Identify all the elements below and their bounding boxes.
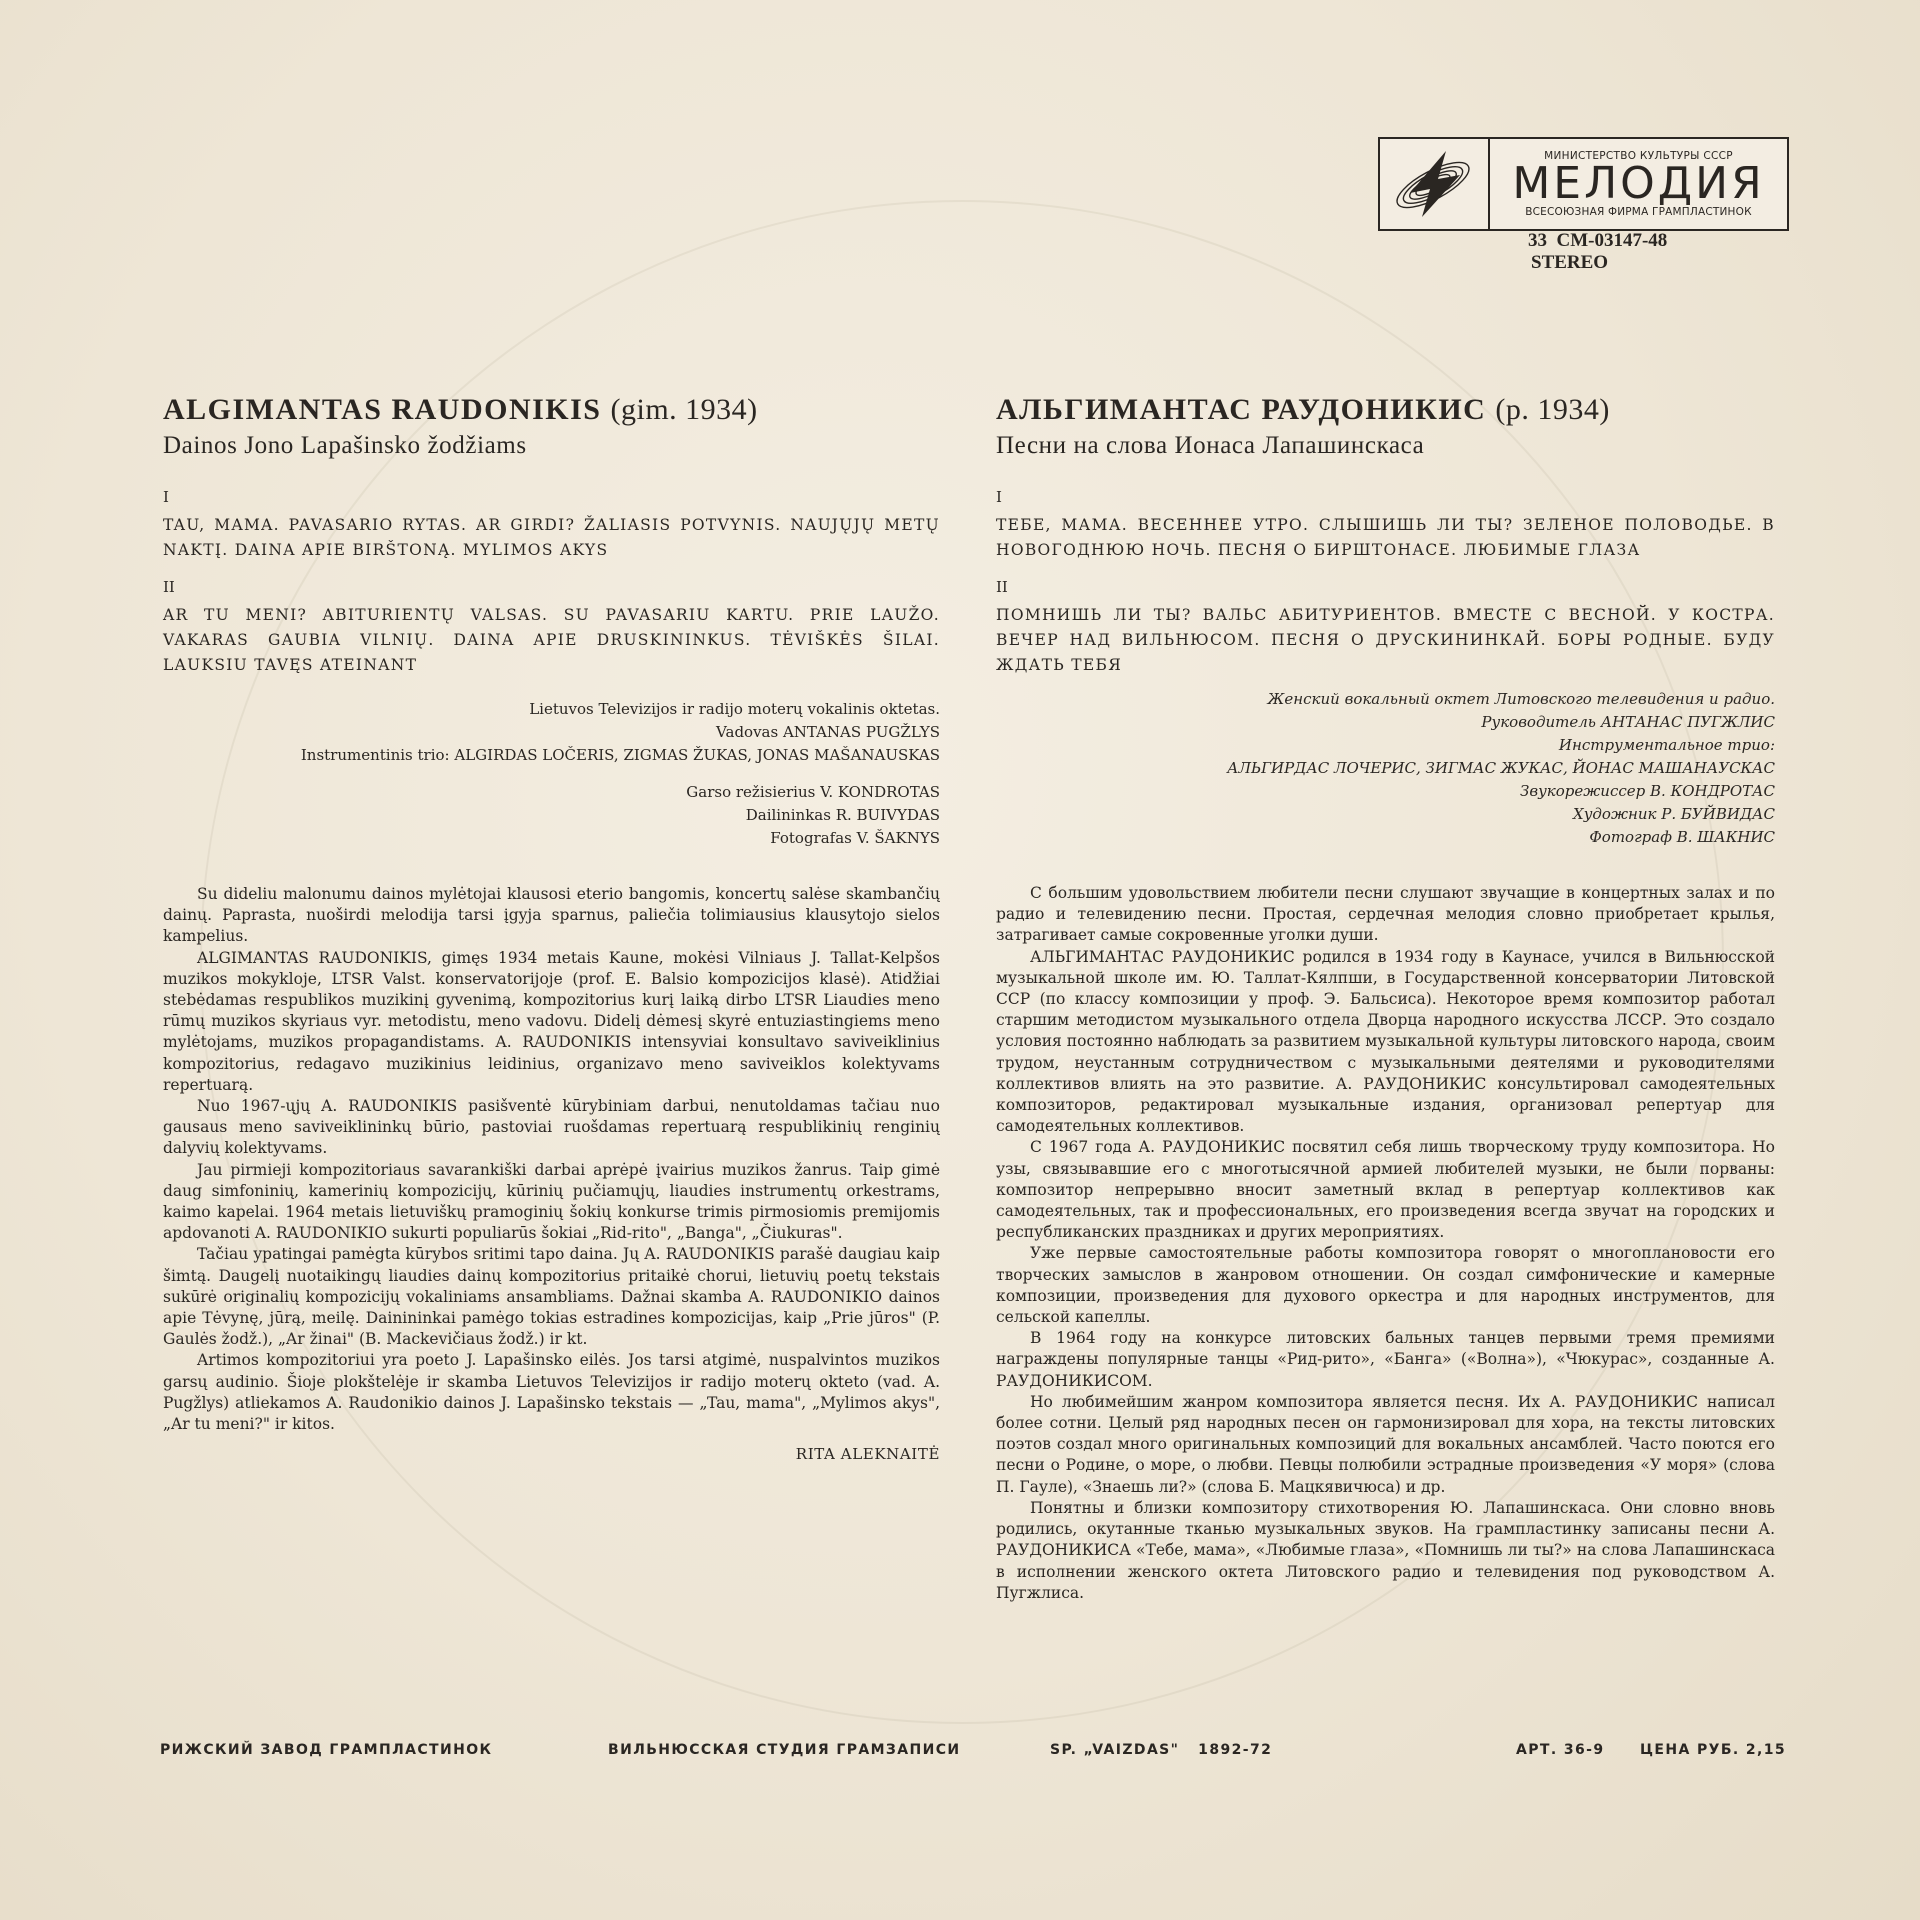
paragraph: Но любимейшим жанром композитора является песня. Их А. РАУДОНИКИС написал более сотни. Целый ряд народных песен он гармонизировал для хора, на тексты литовских поэтов создал много оригинальных композиций для вокальных ансамблей. Часто поются его песни о Родине, о море, о любви. Певцы полюбили эстрадные произведения «У моря» (слова П. Гауле), «Знаешь ли?» (слова Б. Мацкявичюса) и др. <box>996 1392 1775 1496</box>
paragraph: Уже первые самостоятельные работы композитора говорят о многоплановости его творческих замыслов в жанровом отношении. Он создал симфонические и камерные композиции, произведения для духового оркестра и для народных инструментов, для сельской капеллы. <box>996 1244 1775 1327</box>
credits-ru <box>996 688 1775 849</box>
catalog-info <box>1528 230 1688 274</box>
side2-label-ru: II <box>996 578 1008 596</box>
footer-plant: РИЖСКИЙ ЗАВОД ГРАМПЛАСТИНОК <box>160 1742 493 1758</box>
catalog-number: 33 СМ-03147-48 <box>1528 230 1668 251</box>
footer-imprint <box>160 1742 1787 1766</box>
logo-firm-text: ВСЕСОЮЗНАЯ ФИРМА ГРАМПЛАСТИНОК <box>1525 206 1752 218</box>
credit-line: Lietuvos Televizijos ir radijo moterų vokalinis oktetas. <box>529 700 940 718</box>
album-subtitle-ru: Песни на слова Ионаса Лапашинскаса <box>996 432 1425 459</box>
lithuanian-column <box>163 393 940 1463</box>
side1-tracks-ru: ТЕБЕ, МАМА. ВЕСЕННЕЕ УТРО. СЛЫШИШЬ ЛИ ТЫ? ЗЕЛЕНОЕ ПОЛОВОДЬЕ. В НОВОГОДНЮЮ НОЧЬ. ПЕСНЯ О БИРШТОНАСЕ. ЛЮБИМЫЕ ГЛАЗА <box>996 516 1775 559</box>
composer-years-lt: (gim. 1934) <box>610 393 758 426</box>
author-signature: RITA ALEKNAITĖ <box>795 1445 940 1464</box>
paragraph: Tačiau ypatingai pamėgta kūrybos sritimi tapo daina. Jų A. RAUDONIKIS parašė daugiau kaip šimtą. Daugelį nuotaikingų liaudies dainų kompozitorius pritaikė chorui, lietuvių poetų tekstais sukūrė originalių kompozicijų vokaliniams ansambliams. Dažnai skamba A. RAUDONIKIO dainos apie Tėvynę, jūrą, meilę. Dainininkai pamėgo tokias estradines kompozicijas, kaip „Prie jūros" (P. Gaulės žodž.), „Ar žinai" (B. Mackevičiaus žodž.) ir kt. <box>163 1245 940 1349</box>
side2-tracks-lt: AR TU MENI? ABITURIENTŲ VALSAS. SU PAVASARIU KARTU. PRIE LAUŽO. VAKARAS GAUBIA VILNIŲ. DAINA APIE DRUSKININKUS. TĖVIŠKĖS ŠILAI. LAUKSIU TAVĘS ATEINANT <box>163 606 940 674</box>
paragraph: С 1967 года А. РАУДОНИКИС посвятил себя лишь творческому труду композитора. Но узы, связывавшие его с многотысячной армией любителей музыки, не были порваны: композитор непрерывно вносит заметный вклад в репертуар коллективов как самодеятельных, так и профессиональных, его произведения всегда звучат на городских и республиканских праздниках и других мероприятиях. <box>996 1138 1775 1242</box>
credit-line: Garso režisierius V. KONDROTAS <box>686 783 940 801</box>
composer-heading-ru <box>996 393 1775 427</box>
side1-tracks-lt: TAU, MAMA. PAVASARIO RYTAS. AR GIRDI? ŽALIASIS POTVYNIS. NAUJŲJŲ METŲ NAKTĮ. DAINA APIE BIRŠTONĄ. MYLIMOS AKYS <box>163 516 940 559</box>
credit-line: Фотограф В. ШАКНИС <box>1589 828 1775 846</box>
credit-line: Instrumentinis trio: ALGIRDAS LOČERIS, ZIGMAS ŽUKAS, JONAS MAŠANAUSKAS <box>300 746 940 764</box>
paragraph: Nuo 1967-ųjų A. RAUDONIKIS pasišventė kūrybiniam darbui, nenutoldamas tačiau nuo gausaus meno saviveiklininkų būrio, pastoviai ruošdamas repertuarą respublikinių renginių dalyvių kolektyvams. <box>163 1097 940 1158</box>
footer-studio: ВИЛЬНЮССКАЯ СТУДИЯ ГРАМЗАПИСИ <box>608 1742 961 1758</box>
paragraph: Artimos kompozitoriui yra poeto J. Lapašinsko eilės. Jos tarsi atgimė, nuspalvintos muzikos garsų audinio. Šioje plokštelėje ir skamba Lietuvos Televizijos ir radijo moterų okteto (vad. A. Pugžlys) atliekamos A. Raudonikio dainos J. Lapašinsko tekstais — „Tau, mama", „Mylimos akys", „Ar tu meni?" ir kitos. <box>163 1351 940 1434</box>
credits-lt <box>163 698 940 850</box>
footer-art: АРТ. 36-9 <box>1516 1742 1605 1758</box>
composer-name-lt: ALGIMANTAS RAUDONIKIS <box>163 393 602 426</box>
credit-line: Vadovas ANTANAS PUGŽLYS <box>716 723 940 741</box>
composer-name-ru: АЛЬГИМАНТАС РАУДОНИКИС <box>996 393 1487 426</box>
paragraph: Su dideliu malonumu dainos mylėtojai klausosi eterio bangomis, koncertų salėse skambančių dainų. Paprasta, nuoširdi melodija tarsi įgyja sparnus, paliečia tolimiausius klausytojo sielos kampelius. <box>163 885 940 946</box>
credit-line: Dailininkas R. BUIVYDAS <box>745 806 940 824</box>
melodiya-logo <box>1378 137 1789 231</box>
credit-line: АЛЬГИРДАС ЛОЧЕРИС, ЗИГМАС ЖУКАС, ЙОНАС МАШАНАУСКАС <box>1227 759 1775 777</box>
paragraph: ALGIMANTAS RAUDONIKIS, gimęs 1934 metais Kaune, mokėsi Vilniaus J. Tallat-Kelpšos muzikos mokykloje, LTSR Valst. konservatorijoje (prof. E. Balsio kompozicijos klasė). Atidžiai stebėdamas respublikos muzikinį gyvenimą, kompozitorius kurį laiką dirbo LTSR Liaudies meno rūmų muzikos skyriaus vyr. metodistu, meno vadovu. Didelį dėmesį skyrė entuziastingiems meno mylėtojams, muzikos propagandistams. A. RAUDONIKIS intensyviai konsultavo saviveiklinius kompozitorius, redagavo muzikinius leidinius, organizavo meno saviveiklos kolektyvams repertuarą. <box>163 948 940 1094</box>
album-subtitle-lt: Dainos Jono Lapašinsko žodžiams <box>163 432 527 459</box>
paragraph: Jau pirmieji kompozitoriaus savarankiški darbai aprėpė įvairius muzikos žanrus. Taip gimė daug simfoninių, kamerinių kompozicijų, kūrinių pučiamųjų, liaudies instrumentų orkestrams, kaimo kapelai. 1964 metais lietuviškų pramoginių šokių konkurse trimis pirmosiomis premijomis apdovanoti A. RAUDONIKIO sukurti populiarūs šokiai „Rid-rito", „Banga", „Čiukuras". <box>163 1160 940 1243</box>
paragraph: С большим удовольствием любители песни слушают звучащие в концертных залах и по радио и телевидению песни. Простая, сердечная мелодия словно приобретает крылья, затрагивает самые сокровенные уголки души. <box>996 884 1775 945</box>
credit-line: Женский вокальный октет Литовского телевидения и радио. <box>1267 690 1775 708</box>
side1-label-lt: I <box>163 488 169 506</box>
side2-tracks-ru: ПОМНИШЬ ЛИ ТЫ? ВАЛЬС АБИТУРИЕНТОВ. ВМЕСТЕ С ВЕСНОЙ. У КОСТРА. ВЕЧЕР НАД ВИЛЬНЮСОМ. ПЕСНЯ О ДРУСКИНИНКАЙ. БОРЫ РОДНЫЕ. БУДУ ЖДАТЬ ТЕБЯ <box>996 606 1775 674</box>
composer-heading-lt <box>163 393 940 427</box>
footer-price: ЦЕНА РУБ. 2,15 <box>1640 1742 1787 1758</box>
logo-brand-text: МЕЛОДИЯ <box>1512 158 1765 209</box>
russian-column <box>996 393 1775 1604</box>
credit-line: Инструментальное трио: <box>1558 736 1775 754</box>
credit-line: Руководитель АНТАНАС ПУГЖЛИС <box>1481 713 1775 731</box>
credit-line: Художник Р. БУЙВИДАС <box>1573 805 1775 823</box>
paragraph: АЛЬГИМАНТАС РАУДОНИКИС родился в 1934 году в Каунасе, учился в Вильнюсской музыкальной школе им. Ю. Таллат-Кялпши, в Государственной консерватории Литовской ССР (по классу композиции у проф. Э. Бальсиса). Некоторое время композитор работал старшим методистом музыкального отдела Дворца народного искусства ЛССР. Это создало условия постоянно наблюдать за развитием музыкальной культуры литовского народа, своим трудом, неустанным сотрудничеством с музыкальными деятелями и руководителями коллективов влиять на это развитие. А. РАУДОНИКИС консультировал самодеятельных композиторов, редактировал музыкальные издания, организовал репертуар для самодеятельных коллективов. <box>996 947 1775 1136</box>
logo-ministry-text: МИНИСТЕРСТВО КУЛЬТУРЫ СССР <box>1544 149 1733 162</box>
melodiya-emblem-icon <box>1380 139 1490 229</box>
liner-notes-ru <box>996 883 1775 1604</box>
side1-label-ru: I <box>996 488 1002 506</box>
footer-printer: SP. „VAIZDAS" 1892-72 <box>1050 1742 1273 1758</box>
format-label: STEREO <box>1531 252 1609 273</box>
side2-label-lt: II <box>163 578 175 596</box>
composer-years-ru: (р. 1934) <box>1495 393 1610 426</box>
credit-line: Звукорежиссер В. КОНДРОТАС <box>1520 782 1775 800</box>
paragraph: В 1964 году на конкурсе литовских бальных танцев первыми тремя премиями награждены популярные танцы «Рид-рито», «Банга» («Волна»), «Чюкурас», созданные А. РАУДОНИКИСОМ. <box>996 1329 1775 1390</box>
liner-notes-lt <box>163 884 940 1435</box>
credit-line: Fotografas V. ŠAKNYS <box>770 829 940 847</box>
paragraph: Понятны и близки композитору стихотворения Ю. Лапашинскаса. Они словно вновь родились, окутанные тканью музыкальных звуков. На грампластинку записаны песни А. РАУДОНИКИСА «Тебе, мама», «Любимые глаза», «Помнишь ли ты?» на слова Лапашинскаса в исполнении женского октета Литовского радио и телевидения под руководством А. Пугжлиса. <box>996 1498 1775 1602</box>
